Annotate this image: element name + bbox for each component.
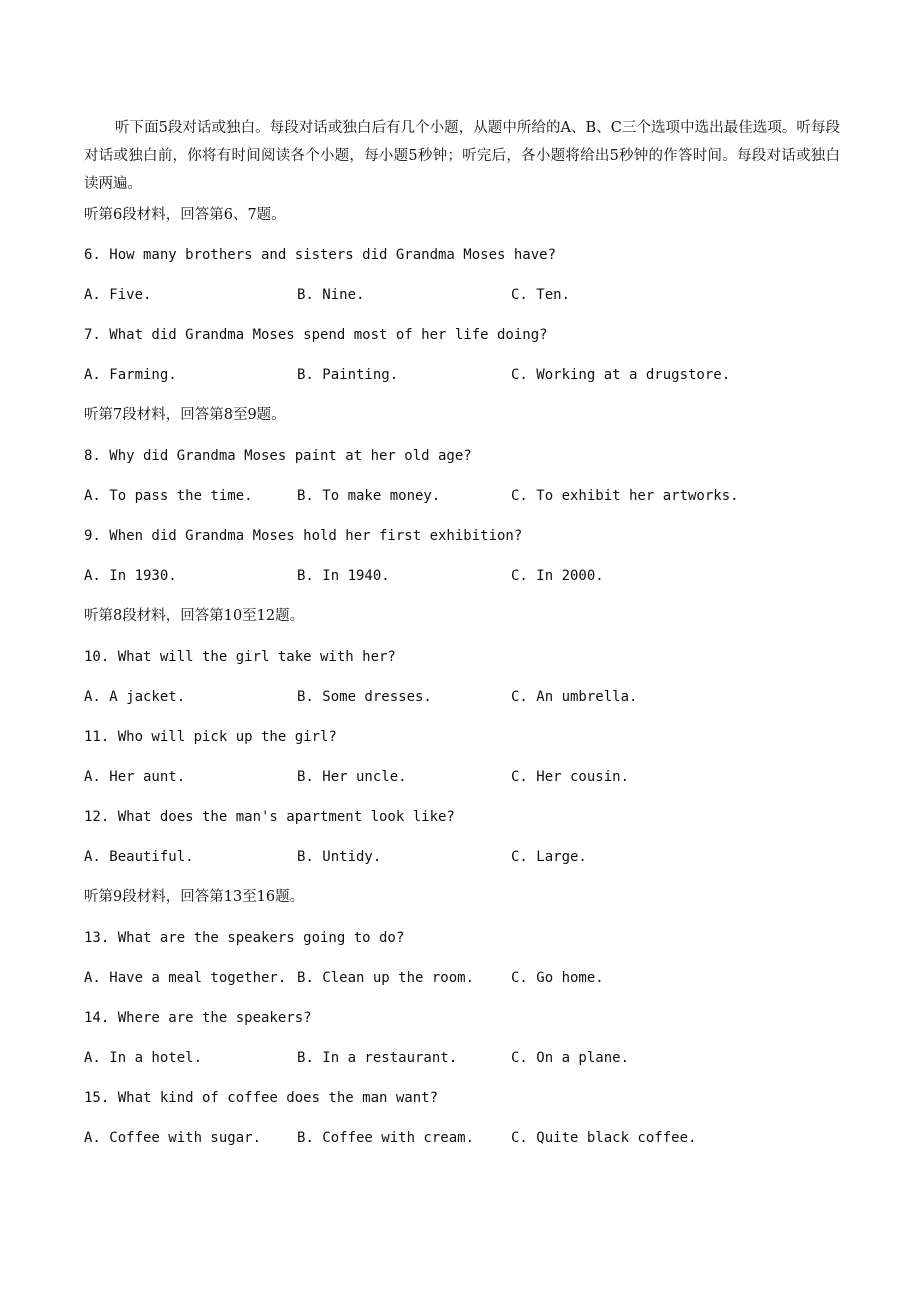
option-c: C. Ten. xyxy=(511,287,571,303)
question-text: 11. Who will pick up the girl? xyxy=(84,729,337,745)
option-c: C. On a plane. xyxy=(511,1050,630,1066)
option-c: C. An umbrella. xyxy=(511,689,638,705)
option-b: B. Nine. xyxy=(297,287,365,303)
option-a: A. Farming. xyxy=(84,367,177,383)
section-heading: 听第7段材料，回答第8至9题。 xyxy=(84,407,286,423)
option-a: A. Coffee with sugar. xyxy=(84,1130,262,1146)
listening-instructions: 听下面5段对话或独白。每段对话或独白后有几个小题，从题中所给的A、B、C三个选项中选出最佳选项。听每段对话或独白前，你将有时间阅读各个小题，每小题5秒钟；听完后，各小题将给出5秒钟的作答时间。每段对话或独白读两遍。 xyxy=(84,120,840,192)
option-b: B. In a restaurant. xyxy=(297,1050,458,1066)
question-text: 7. What did Grandma Moses spend most of her life doing? xyxy=(84,327,548,343)
question-text: 15. What kind of coffee does the man want? xyxy=(84,1090,439,1106)
section-heading: 听第6段材料，回答第6、7题。 xyxy=(84,207,286,223)
option-b: B. Untidy. xyxy=(297,849,382,865)
option-a: A. In 1930. xyxy=(84,568,177,584)
option-a: A. A jacket. xyxy=(84,689,186,705)
option-b: B. To make money. xyxy=(297,488,441,504)
question-text: 6. How many brothers and sisters did Grandma Moses have? xyxy=(84,247,557,263)
option-a: A. Five. xyxy=(84,287,152,303)
question-text: 12. What does the man's apartment look like? xyxy=(84,809,455,825)
question-text: 13. What are the speakers going to do? xyxy=(84,930,405,946)
option-c: C. Large. xyxy=(511,849,587,865)
option-a: A. In a hotel. xyxy=(84,1050,203,1066)
question-text: 14. Where are the speakers? xyxy=(84,1010,312,1026)
question-text: 8. Why did Grandma Moses paint at her old age? xyxy=(84,448,472,464)
option-a: A. To pass the time. xyxy=(84,488,253,504)
question-text: 9. When did Grandma Moses hold her first exhibition? xyxy=(84,528,523,544)
option-c: C. In 2000. xyxy=(511,568,604,584)
option-b: B. In 1940. xyxy=(297,568,390,584)
option-c: C. Working at a drugstore. xyxy=(511,367,731,383)
option-c: C. Her cousin. xyxy=(511,769,630,785)
option-b: B. Painting. xyxy=(297,367,399,383)
option-a: A. Beautiful. xyxy=(84,849,194,865)
option-b: B. Her uncle. xyxy=(297,769,407,785)
question-text: 10. What will the girl take with her? xyxy=(84,649,396,665)
option-a: A. Have a meal together. xyxy=(84,970,287,986)
option-c: C. To exhibit her artworks. xyxy=(511,488,739,504)
option-b: B. Coffee with cream. xyxy=(297,1130,475,1146)
option-c: C. Quite black coffee. xyxy=(511,1130,697,1146)
section-heading: 听第8段材料，回答第10至12题。 xyxy=(84,608,305,624)
option-b: B. Clean up the room. xyxy=(297,970,475,986)
option-a: A. Her aunt. xyxy=(84,769,186,785)
option-c: C. Go home. xyxy=(511,970,604,986)
section-heading: 听第9段材料，回答第13至16题。 xyxy=(84,889,305,905)
option-b: B. Some dresses. xyxy=(297,689,432,705)
